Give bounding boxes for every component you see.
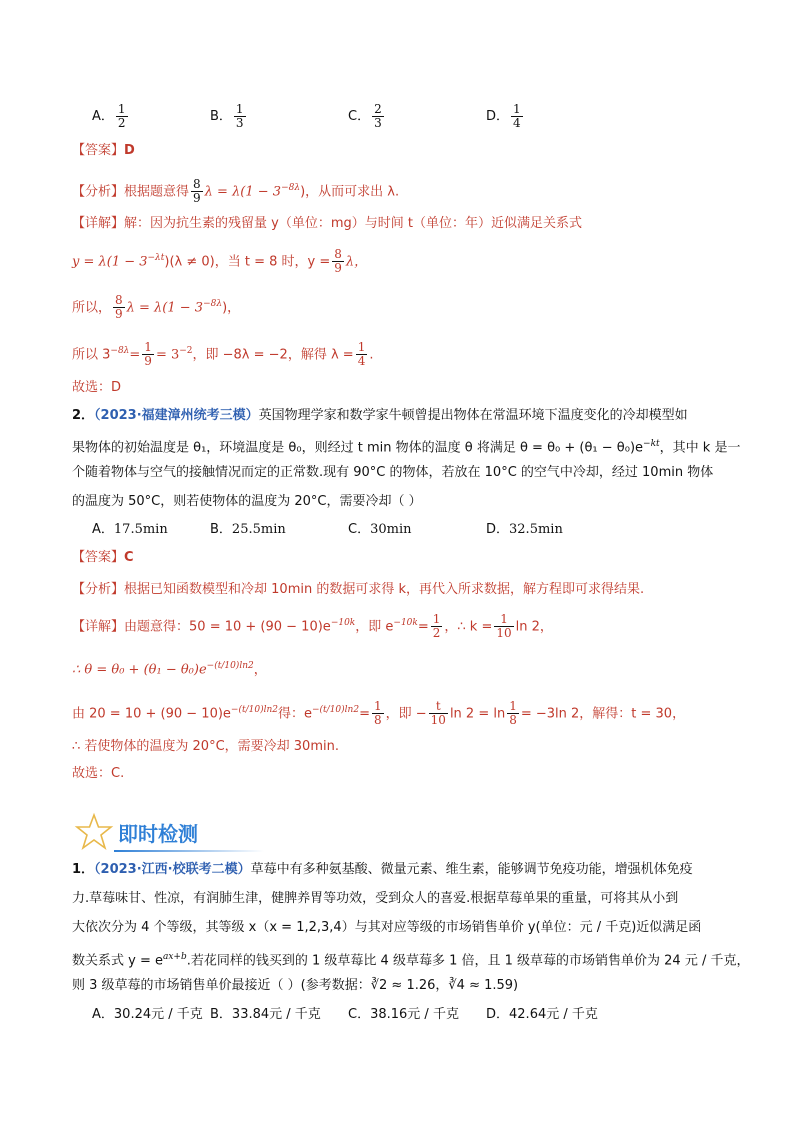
detail-line-4: 所以 $3^{-8\lambda}=$ $\frac{1}{9}$ = $3^{-2}$，即 −8λ = −2，解得 λ = $\frac{1}{4}$ . bbox=[72, 340, 374, 369]
q1-option-a: A．30.24元 / 千克 bbox=[92, 1007, 203, 1022]
q2-choose-line: 故选：C. bbox=[72, 766, 125, 781]
fraction: $\frac{t}{10}$ bbox=[430, 699, 446, 728]
q1-line-5: 则 3 级草莓的市场销售单价最接近（ ）(参考数据：∛2 ≈ 1.26，∛4 ≈ 1.59) bbox=[72, 978, 519, 993]
detail-line-1: 【详解】解：因为抗生素的残留量 y（单位：mg）与时间 t（单位：年）近似满足关系式 bbox=[72, 216, 582, 231]
q2-answer-line: 【答案】C bbox=[72, 550, 134, 565]
fraction: $\frac{8}{9}$ bbox=[334, 247, 342, 276]
fraction: $\frac{1}{9}$ bbox=[144, 340, 152, 369]
option-b: B． $\frac{1}{3}$ bbox=[210, 102, 244, 130]
section-title: 即时检测 bbox=[118, 822, 198, 846]
q2-line-4: 的温度为 50°C，则若使物体的温度为 20°C，需要冷却（ ） bbox=[72, 494, 422, 509]
q1-line-2: 力.草莓味甘、性凉，有润肺生津，健脾养胃等功效，受到众人的喜爱.根据草莓单果的重量，可将其从小到 bbox=[72, 891, 679, 906]
option-a: A． $\frac{1}{2}$ bbox=[92, 102, 126, 130]
q2-option-b: B．25.5min bbox=[210, 522, 286, 537]
choose-line: 故选：D bbox=[72, 380, 122, 395]
star-icon bbox=[74, 812, 114, 852]
fraction: $\frac{1}{2}$ bbox=[117, 102, 126, 130]
q1-line-1: 1．（2023·江西·校联考二模）草莓中有多种氨基酸、微量元素、维生素，能够调节免疫功能，增强机体免疫 bbox=[72, 862, 693, 877]
option-c: C． $\frac{2}{3}$ bbox=[348, 102, 382, 130]
fraction: $\frac{1}{4}$ bbox=[513, 102, 521, 130]
detail-line-3: 所以， $\frac{8}{9}$ $\lambda = \lambda(1 - 3^{-8\lambda})$， bbox=[72, 293, 241, 322]
q2-option-d: D．32.5min bbox=[486, 522, 563, 537]
option-d: D． $\frac{1}{4}$ bbox=[486, 102, 521, 130]
fraction: $\frac{1}{8}$ bbox=[509, 699, 517, 728]
q1-line-4: 数关系式 $y = e^{ax+b}$.若花同样的钱买到的 1 级草莓比 4 级草莓多 1 倍，且 1 级草莓的市场销售单价为 24 元 / 千克， bbox=[72, 952, 750, 969]
q2-detail-line-2: ∴ $\theta = \theta_0 + (\theta_1 - \theta_0)e^{-(t/10)ln2}$， bbox=[72, 661, 267, 678]
fraction: $\frac{8}{9}$ bbox=[193, 177, 201, 206]
q1-line-3: 大依次分为 4 个等级，其等级 x（x = 1,2,3,4）与其对应等级的市场销售单价 y(单位：元 / 千克)近似满足函 bbox=[72, 920, 702, 935]
fraction: $\frac{8}{9}$ bbox=[115, 293, 123, 322]
fraction: $\frac{1}{2}$ bbox=[432, 612, 441, 641]
q2-analysis-line: 【分析】根据已知函数模型和冷却 10min 的数据可求得 k，再代入所求数据，解方程即可求得结果. bbox=[72, 582, 645, 597]
fraction: $\frac{1}{10}$ bbox=[496, 612, 512, 641]
q2-detail-line-4: ∴ 若使物体的温度为 20°C，需要冷却 30min. bbox=[72, 739, 339, 754]
q1-option-c: C．38.16元 / 千克 bbox=[348, 1007, 459, 1022]
fraction: $\frac{1}{3}$ bbox=[235, 102, 244, 130]
q2-line-3: 个随着物体与空气的接触情况而定的正常数.现有 90°C 的物体，若放在 10°C 的空气中冷却，经过 10min 物体 bbox=[72, 465, 714, 480]
q2-detail-line-1: 【详解】由题意得：$50 = 10 + (90 - 10)e^{-10k}$，即 $e^{-10k}=$ $\frac{1}{2}$ ，∴ k = $\frac{1}{10}$ ln 2， bbox=[72, 612, 553, 641]
q2-line-1: 2．（2023·福建漳州统考三模）英国物理学家和数学家牛顿曾提出物体在常温环境下温度变化的冷却模型如 bbox=[72, 408, 688, 423]
analysis-line: 【分析】根据题意得 $\frac{8}{9}$ $\lambda = \lambda(1 - 3^{-8\lambda})$，从而可求出 λ. bbox=[72, 177, 400, 206]
q1-option-d: D．42.64元 / 千克 bbox=[486, 1007, 598, 1022]
q2-detail-line-3: 由 $20 = 10 + (90 - 10)e^{-(t/10)ln2}$得：$e^{-(t/10)ln2}=$ $\frac{1}{8}$ ，即 − $\frac{t}{10}$ ln 2 = ln $\frac{1}{8}$ = −3ln 2，解得：t = 30， bbox=[72, 699, 686, 728]
detail-line-2: $y = \lambda(1 - 3^{-\lambda t})(\lambda \ne 0)$，当 t = 8 时，y = $\frac{8}{9}$ λ， bbox=[72, 247, 368, 276]
fraction: $\frac{2}{3}$ bbox=[374, 102, 382, 130]
fraction: $\frac{1}{4}$ bbox=[357, 340, 366, 369]
q2-option-a: A．17.5min bbox=[92, 522, 168, 537]
q2-option-c: C．30min bbox=[348, 522, 412, 537]
fraction: $\frac{1}{8}$ bbox=[373, 699, 382, 728]
q1-option-b: B．33.84元 / 千克 bbox=[210, 1007, 321, 1022]
section-underline bbox=[114, 850, 264, 852]
answer-line: 【答案】D bbox=[72, 143, 135, 158]
q2-line-2: 果物体的初始温度是 θ₁，环境温度是 θ₀，则经过 t min 物体的温度 θ 将满足 $\theta = \theta_0 + (\theta_1 - \theta_0)e^{-kt}$，其中 k 是一 bbox=[72, 439, 741, 456]
